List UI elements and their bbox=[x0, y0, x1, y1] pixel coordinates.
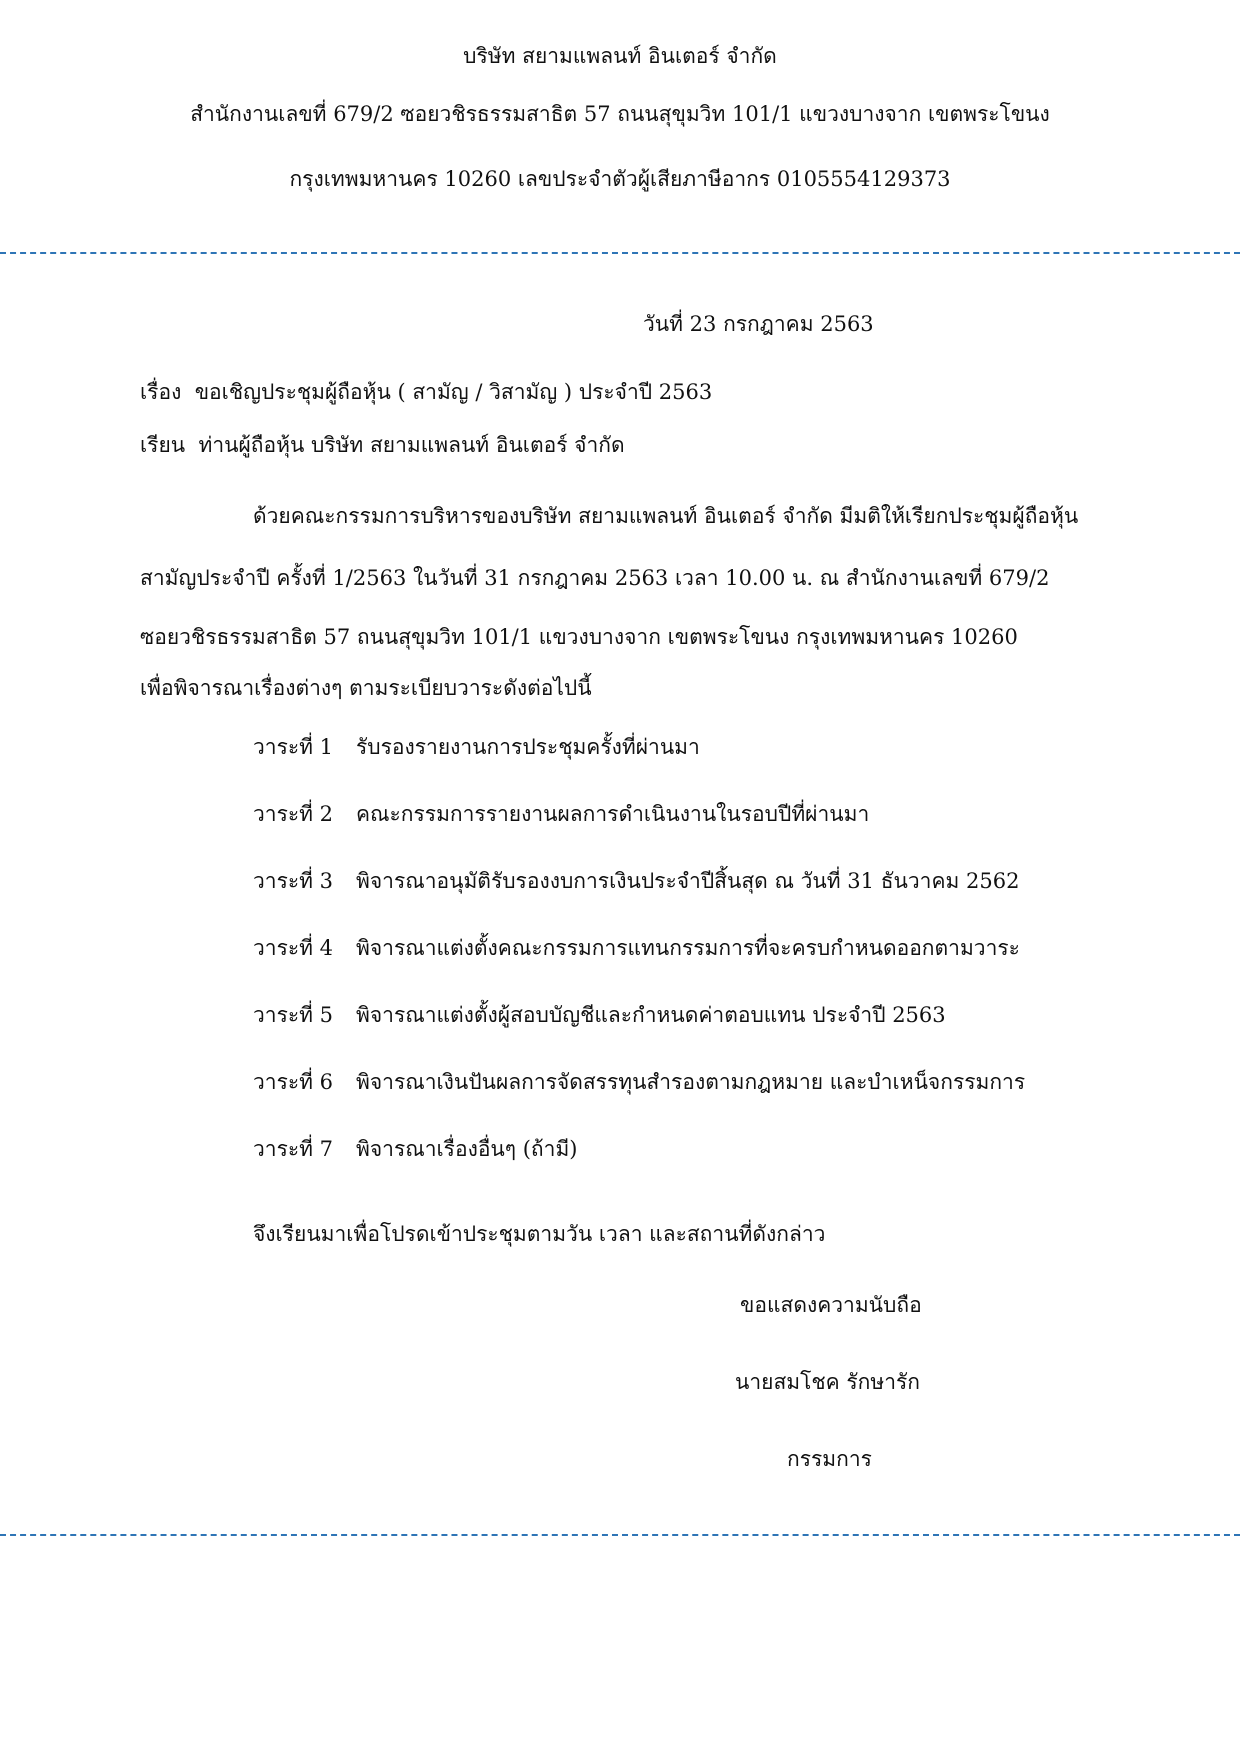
agenda-text: พิจารณาเงินปันผลการจัดสรรทุนสำรองตามกฎหมาย และบำเหน็จกรรมการ bbox=[356, 1070, 1026, 1094]
agenda-number: วาระที่ 7 bbox=[253, 1137, 334, 1161]
top-divider bbox=[0, 252, 1240, 254]
body-line: เพื่อพิจารณาเรื่องต่างๆ ตามระเบียบวาระดังต่อไปนี้ bbox=[140, 676, 592, 700]
agenda-item bbox=[253, 1001, 946, 1029]
agenda-number: วาระที่ 6 bbox=[253, 1070, 334, 1094]
agenda-number: วาระที่ 3 bbox=[253, 869, 334, 893]
agenda-number: วาระที่ 1 bbox=[253, 735, 334, 759]
agenda-item bbox=[253, 1135, 577, 1163]
body-line: ซอยวชิรธรรมสาธิต 57 ถนนสุขุมวิท 101/1 แขวงบางจาก เขตพระโขนง กรุงเทพมหานคร 10260 bbox=[140, 625, 1018, 649]
subject-label: เรื่อง bbox=[140, 380, 182, 404]
bottom-divider bbox=[0, 1534, 1240, 1536]
recipient-text: ท่านผู้ถือหุ้น บริษัท สยามแพลนท์ อินเตอร์ จำกัด bbox=[198, 433, 625, 457]
recipient-line bbox=[140, 431, 625, 459]
agenda-item bbox=[253, 867, 1019, 895]
recipient-label: เรียน bbox=[140, 433, 186, 457]
agenda-text: คณะกรรมการรายงานผลการดำเนินงานในรอบปีที่ผ่านมา bbox=[356, 802, 870, 826]
company-name: บริษัท สยามแพลนท์ อินเตอร์ จำกัด bbox=[463, 44, 777, 68]
agenda-item bbox=[253, 934, 1020, 962]
letter-date: วันที่ 23 กรกฎาคม 2563 bbox=[643, 312, 874, 336]
body-line: สามัญประจำปี ครั้งที่ 1/2563 ในวันที่ 31 กรกฎาคม 2563 เวลา 10.00 น. ณ สำนักงานเลขที่ 679/2 bbox=[140, 566, 1050, 590]
signer-title: กรรมการ bbox=[787, 1447, 872, 1471]
agenda-item bbox=[253, 733, 700, 761]
agenda-item bbox=[253, 800, 869, 828]
agenda-number: วาระที่ 4 bbox=[253, 936, 334, 960]
agenda-number: วาระที่ 5 bbox=[253, 1003, 334, 1027]
agenda-text: รับรองรายงานการประชุมครั้งที่ผ่านมา bbox=[356, 735, 700, 759]
agenda-item bbox=[253, 1068, 1025, 1096]
subject-line bbox=[140, 378, 712, 406]
agenda-text: พิจารณาแต่งตั้งผู้สอบบัญชีและกำหนดค่าตอบแทน ประจำปี 2563 bbox=[356, 1003, 946, 1027]
company-address-line2: กรุงเทพมหานคร 10260 เลขประจำตัวผู้เสียภาษีอากร 0105554129373 bbox=[289, 167, 951, 191]
regards-text: ขอแสดงความนับถือ bbox=[740, 1293, 922, 1317]
company-address-line1: สำนักงานเลขที่ 679/2 ซอยวชิรธรรมสาธิต 57 ถนนสุขุมวิท 101/1 แขวงบางจาก เขตพระโขนง bbox=[190, 102, 1050, 126]
agenda-text: พิจารณาเรื่องอื่นๆ (ถ้ามี) bbox=[356, 1137, 578, 1161]
agenda-text: พิจารณาอนุมัติรับรองงบการเงินประจำปีสิ้นสุด ณ วันที่ 31 ธันวาคม 2562 bbox=[356, 869, 1020, 893]
body-line: ด้วยคณะกรรมการบริหารของบริษัท สยามแพลนท์ อินเตอร์ จำกัด มีมติให้เรียกประชุมผู้ถือหุ้น bbox=[253, 504, 1079, 528]
subject-text: ขอเชิญประชุมผู้ถือหุ้น ( สามัญ / วิสามัญ ) ประจำปี 2563 bbox=[194, 380, 713, 404]
closing-line: จึงเรียนมาเพื่อโปรดเข้าประชุมตามวัน เวลา และสถานที่ดังกล่าว bbox=[253, 1222, 826, 1246]
agenda-text: พิจารณาแต่งตั้งคณะกรรมการแทนกรรมการที่จะครบกำหนดออกตามวาระ bbox=[356, 936, 1020, 960]
agenda-number: วาระที่ 2 bbox=[253, 802, 334, 826]
signer-name: นายสมโชค รักษารัก bbox=[735, 1370, 920, 1394]
